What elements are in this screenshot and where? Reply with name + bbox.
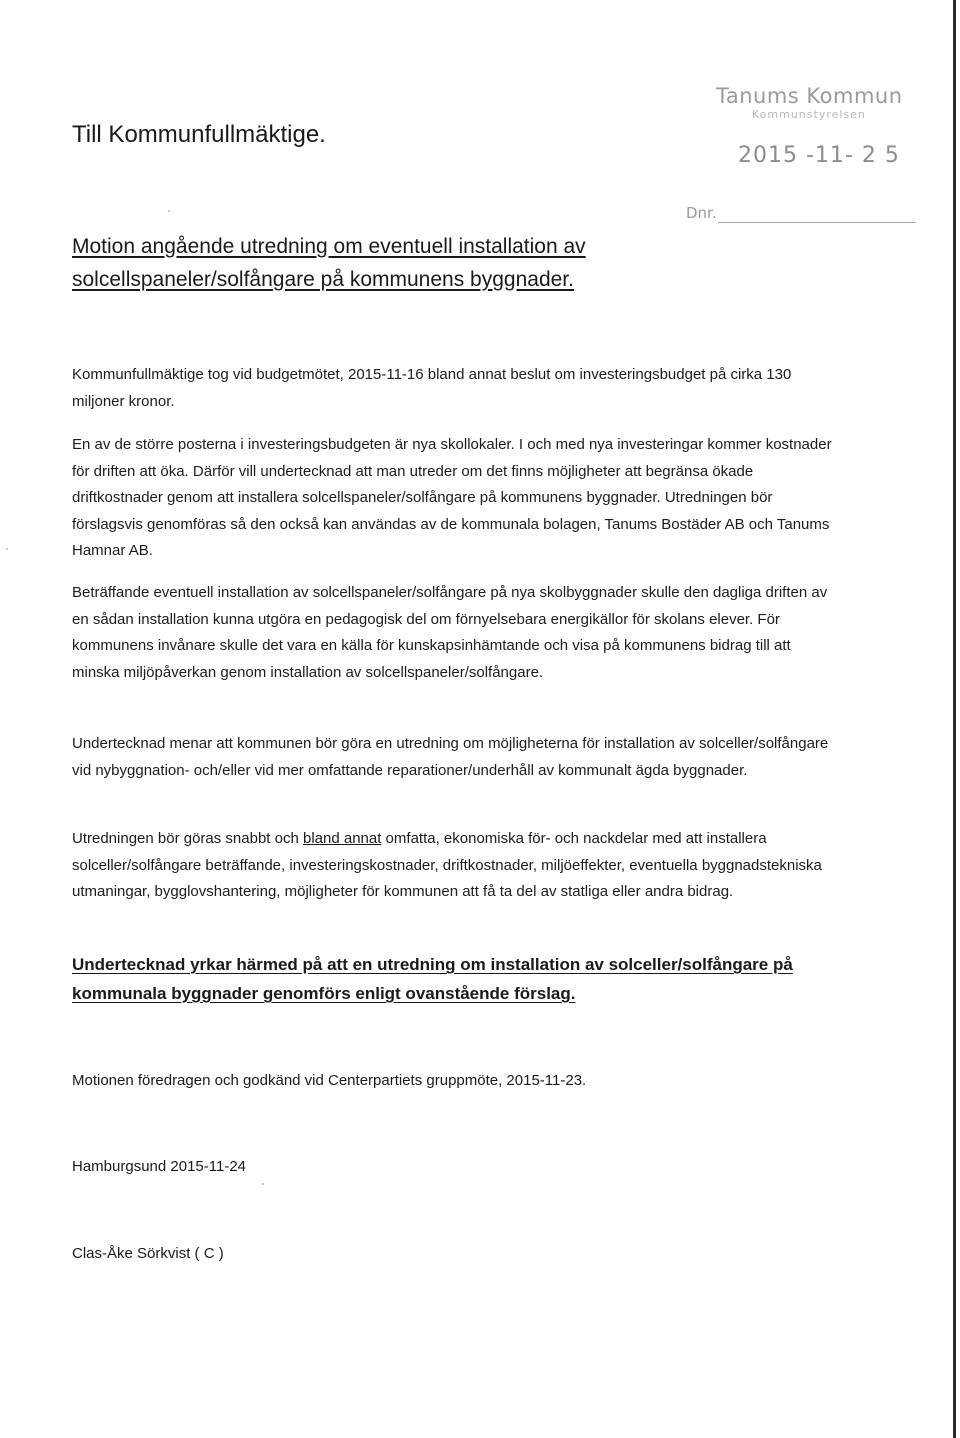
- scan-speck: [168, 210, 170, 212]
- paragraph-investigation-scope: [72, 826, 842, 906]
- paragraph-proposal: Undertecknad menar att kommunen bör göra en utredning om möjligheterna för installation av solceller/solfångare vid nybyggnation- och/eller vid mer omfattande reparationer/underhåll av kommunalt ägda byggnader.: [72, 735, 829, 779]
- registration-stamp-date: 2015 -11- 2 5: [738, 143, 900, 168]
- scan-page-edge: [953, 0, 956, 1438]
- scope-text-end: omfatta, ekonomiska för- och nackdelar med att installera solceller/solfångare beträffande, investeringskostnader, driftkostnader, miljöeffekter, eventuella byggnadstekniska utmaningar, bygglovshantering, möjligheter för kommunen att få ta del av statliga eller andra bidrag.: [72, 830, 822, 900]
- registration-stamp-dnr-label: Dnr.: [686, 204, 717, 222]
- place-and-date: Hamburgsund 2015-11-24: [72, 1158, 247, 1175]
- registration-stamp-dnr-line: [718, 222, 916, 223]
- addressee: Till Kommunfullmäktige.: [72, 121, 326, 148]
- approval-note: Motionen föredragen och godkänd vid Centerpartiets gruppmöte, 2015-11-23.: [72, 1072, 587, 1089]
- scope-text-underlined: bland annat: [302, 830, 382, 847]
- paragraph-investments: En av de större posterna i investeringsbudgeten är nya skollokaler. I och med nya investeringar kommer kostnader för driften att öka. Därför vill undertecknad att man utreder om det finns möjligheter att begränsa ökade driftkostnader genom att installera solcellspaneler/solfångare på kommunens byggnader. Utredningen bör förslagsvis genomföras så den också kan användas av de kommunala bolagen, Tanums Bostäder AB och Tanums Hamnar AB.: [72, 436, 832, 559]
- motion-demand: Undertecknad yrkar härmed på att en utredning om installation av solceller/solfångare på kommunala byggnader genomförs enligt ovanstående förslag.: [72, 955, 793, 1003]
- motion-title-line-1: Motion angående utredning om eventuell installation av: [72, 235, 586, 258]
- signature-name: Clas-Åke Sörkvist ( C ): [72, 1245, 224, 1262]
- scan-speck: [262, 1183, 264, 1185]
- registration-stamp-department: Kommunstyrelsen: [752, 108, 866, 121]
- motion-title-line-2: solcellspaneler/solfångare på kommunens byggnader.: [72, 268, 574, 291]
- paragraph-schools: Beträffande eventuell installation av solcellspaneler/solfångare på nya skolbyggnader skulle den dagliga driften av en sådan installation kunna utgöra en pedagogisk del om förnyelsebara energikällor för skolans elever. För kommunens invånare skulle det vara en källa för kunskapsinhämtande och visa på kommunens bidrag till att minska miljöpåverkan genom installation av solcellspaneler/solfångare.: [72, 584, 828, 681]
- registration-stamp-organization: Tanums Kommun: [716, 84, 903, 108]
- motion-title: [72, 230, 692, 296]
- paragraph-budget: Kommunfullmäktige tog vid budgetmötet, 2015-11-16 bland annat beslut om investeringsbudget på cirka 130 miljoner kronor.: [72, 366, 792, 410]
- scan-speck: [6, 548, 8, 550]
- scope-text-start: Utredningen bör göras snabbt och: [72, 830, 303, 847]
